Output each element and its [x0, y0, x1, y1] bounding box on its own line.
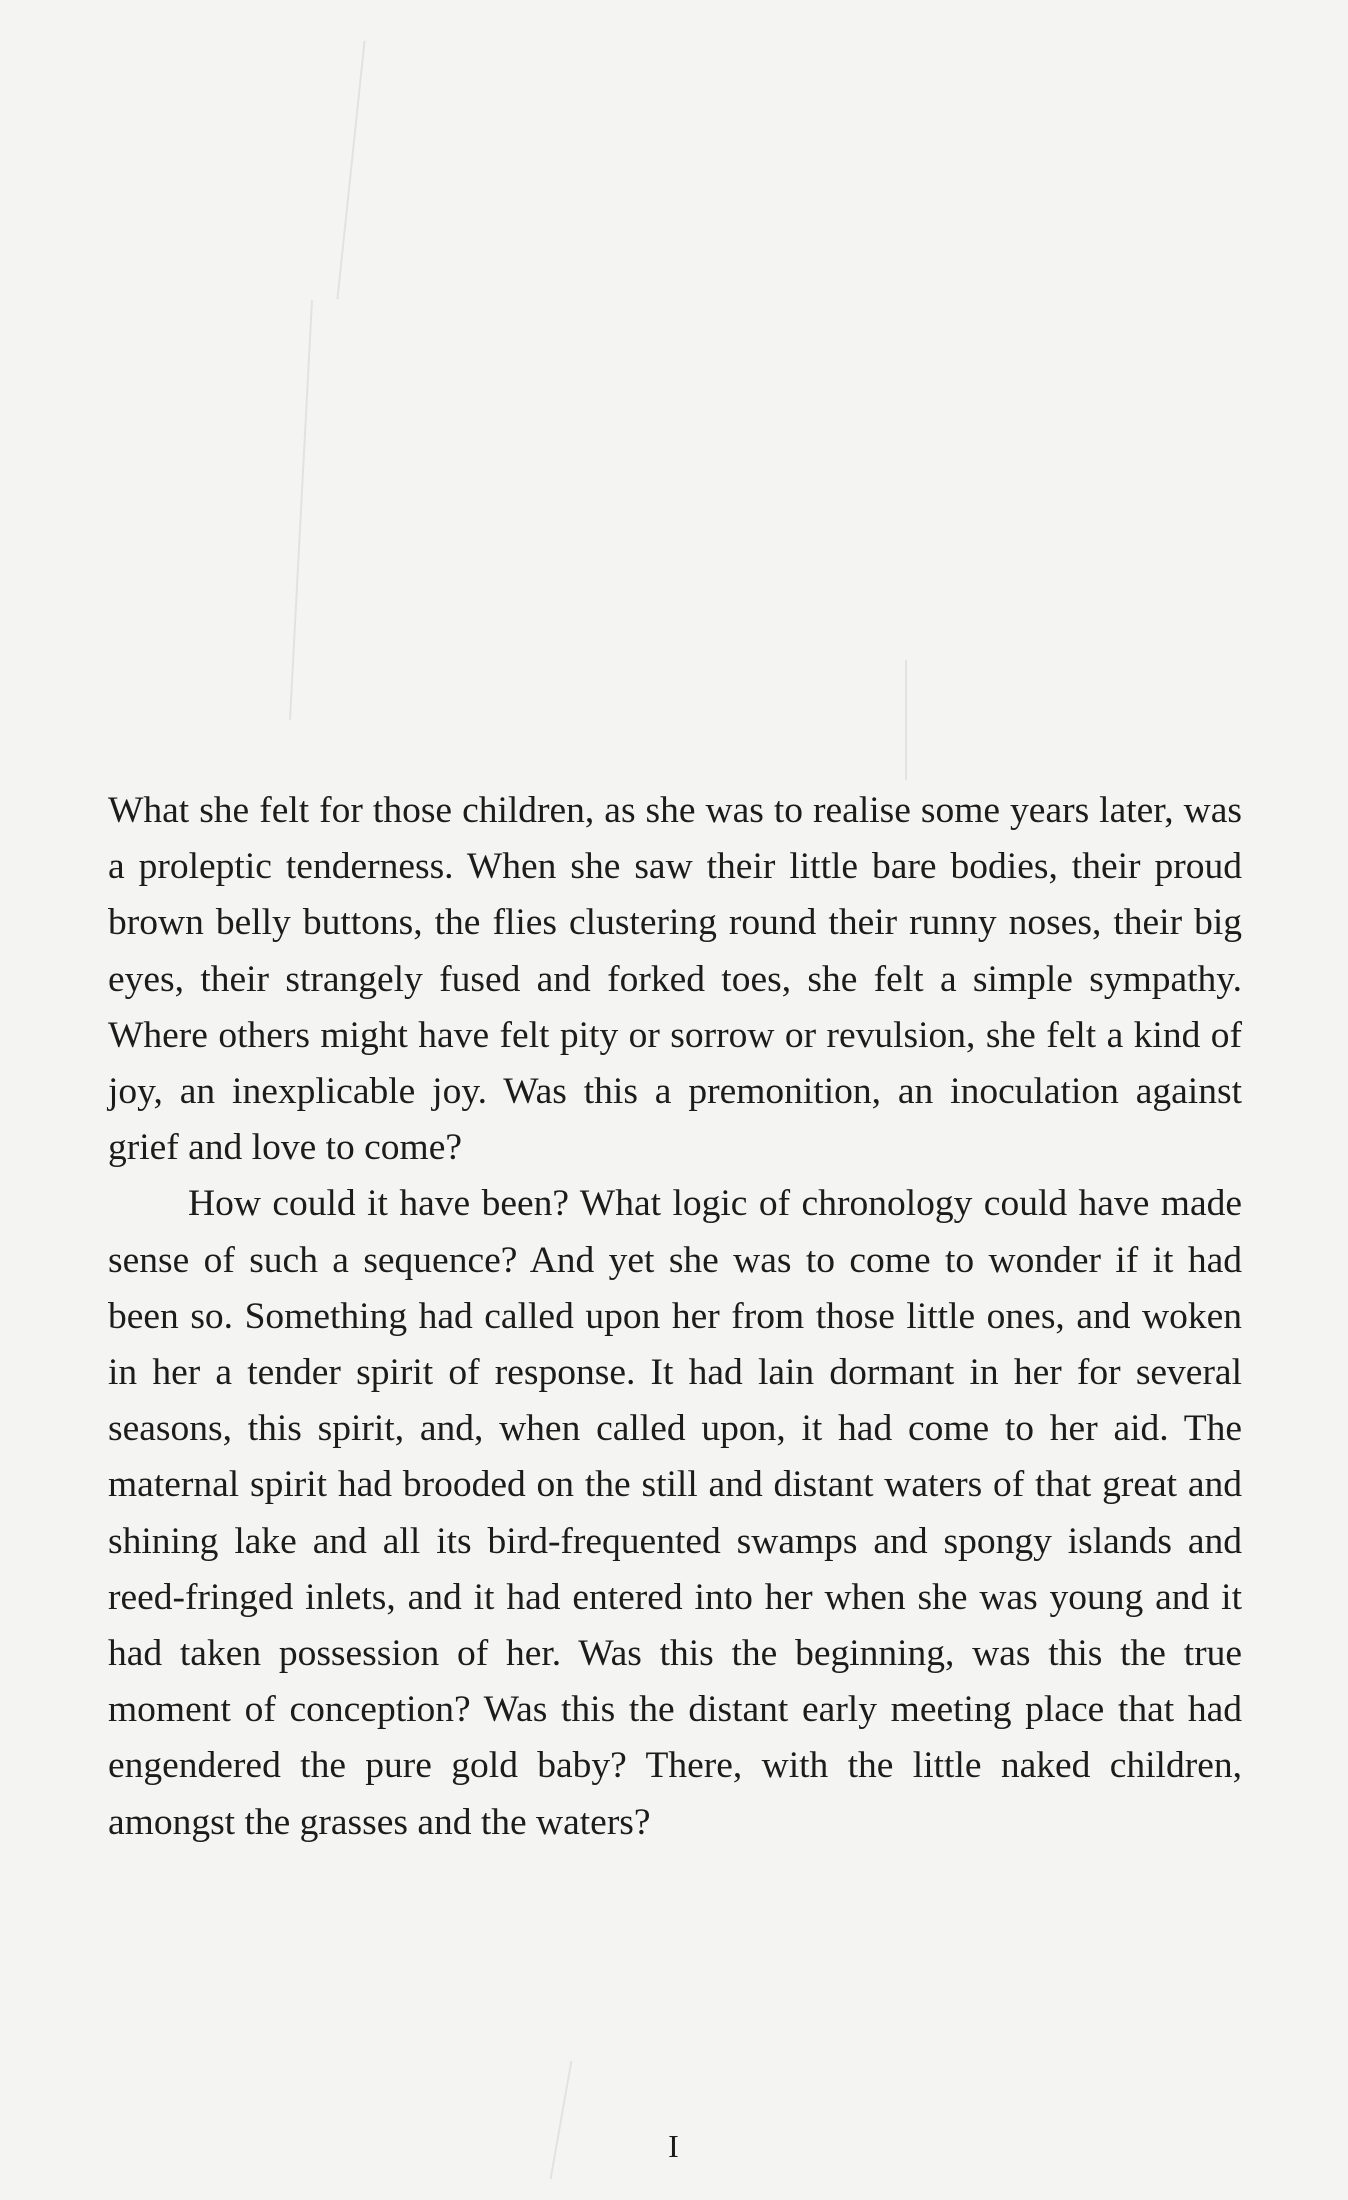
show-through-reverse-side — [110, 160, 1240, 780]
page-number: I — [668, 2128, 680, 2164]
body-text — [108, 783, 1242, 1851]
paragraph-2: How could it have been? What logic of chronology could have made sense of such a sequence? And yet she was to come to wonder if it had been so. Something had called upon her from those little ones, and woken in her a tender spirit of response. It had lain dormant in her for several seasons, this spirit, and, when called upon, it had come to her aid. The maternal spirit had brooded on the still and distant waters of that great and shining lake and all its bird-frequented swamps and spongy islands and reed-fringed inlets, and it had entered into her when she was young and it had taken possession of her. Was this the beginning, was this the true moment of conception? Was this the distant early meeting place that had engendered the pure gold baby? There, with the little naked children, amongst the grasses and the waters? — [108, 1183, 1242, 1843]
paragraph-1: What she felt for those children, as she was to realise some years later, was a proleptic tenderness. When she saw their little bare bodies, their proud brown belly buttons, the flies clustering round their runny noses, their big eyes, their strangely fused and forked toes, she felt a simple sympathy. Where others might have felt pity or sorrow or revulsion, she felt a kind of joy, an inexplicable joy. Was this a premonition, an inoculation against grief and love to come? — [108, 790, 1242, 1169]
paper-crease — [336, 41, 365, 300]
paper-crease — [289, 300, 313, 720]
paper-crease — [905, 660, 907, 780]
